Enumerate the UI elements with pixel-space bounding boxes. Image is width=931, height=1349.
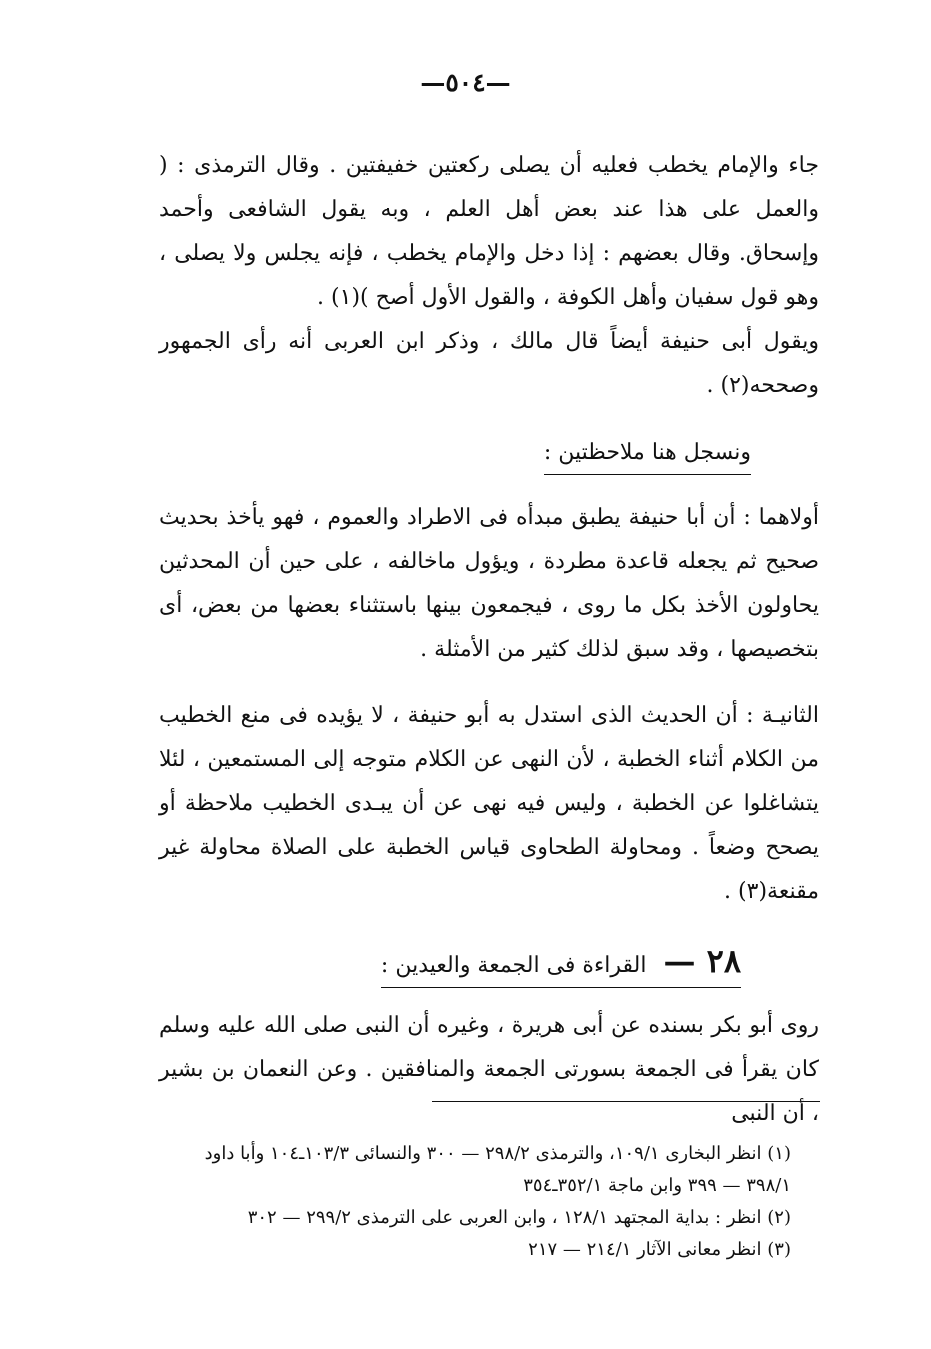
section-title: القراءة فى الجمعة والعيدين : — [380, 953, 647, 978]
footnote: (٢) انظر : بداية المجتهد ١٢٨/١ ، وابن العربى على الترمذى ٢٩٩/٢ — ٣٠٢ — [247, 1207, 791, 1228]
paragraph: ويقول أبى حنيفة أيضاً قال مالك ، وذكر ابن العربى أنه رأى الجمهور وصححه(٢) . — [159, 329, 819, 398]
footnote: (١) انظر البخارى ١٠٩/١، والترمذى ٢٩٨/٢ — ٣٠٠ والنسائى ١٠٣/٣ـ١٠٤ وأبا داود ٣٩٨/١ — ٣٩٩ وابن ماجة ٣٥٢/١ـ٣٥٤ — [204, 1143, 791, 1196]
paragraph: أولاهما : أن أبا حنيفة يطبق مبدأه فى الاطراد والعموم ، فهو يأخذ بحديث صحيح ثم يجعله قاعدة مطردة ، ويؤول ماخالفه ، على حين أن المحدثين يحاولون الأخذ بكل ما روى ، فيجمعون بينها باستثناء بعضها من بعض، أى بتخصيصها ، وقد سبق لذلك كثير من الأمثلة . — [159, 505, 819, 662]
footnote-separator — [432, 1101, 820, 1102]
page-number: —٥٠٤— — [420, 68, 511, 97]
paragraph: روى أبو بكر بسنده عن أبى هريرة ، وغيره أن النبى صلى الله عليه وسلم كان يقرأ فى الجمعة بسورتى الجمعة والمنافقين . وعن النعمان بن بشير ، أن النبى — [159, 1013, 819, 1126]
section-subheading: ونسجل هنا ملاحظتين : — [544, 438, 751, 475]
footnote: (٣) انظر معانى الآثار ٢١٤/١ — ٢١٧ — [528, 1239, 791, 1260]
section-number: ٢٨ — — [663, 942, 741, 980]
footnotes — [156, 1138, 791, 1266]
paragraph: جاء والإمام يخطب فعليه أن يصلى ركعتين خفيفتين . وقال الترمذى : ( والعمل على هذا عند بعض أهل العلم ، وبه يقول الشافعى وأحمد وإسحاق. وقال بعضهم : إذا دخل والإمام يخطب ، فإنه يجلس ولا يصلى ، وهو قول سفيان وأهل الكوفة ، والقول الأول أصح )(١) . — [159, 153, 819, 310]
section-heading — [380, 942, 741, 988]
paragraph: الثانيـة : أن الحديث الذى استدل به أبو حنيفة ، لا يؤيده فى منع الخطيب من الكلام أثناء الخطبة ، لأن النهى عن الكلام متوجه إلى المستمعين ، لئلا يتشاغلوا عن الخطبة ، وليس فيه نهى عن أن يبـدى الخطيب ملاحظة أو يصحح وضعاً . ومحاولة الطحاوى قياس الخطبة على الصلاة محاولة غير مقنعة(٣) . — [159, 703, 819, 904]
